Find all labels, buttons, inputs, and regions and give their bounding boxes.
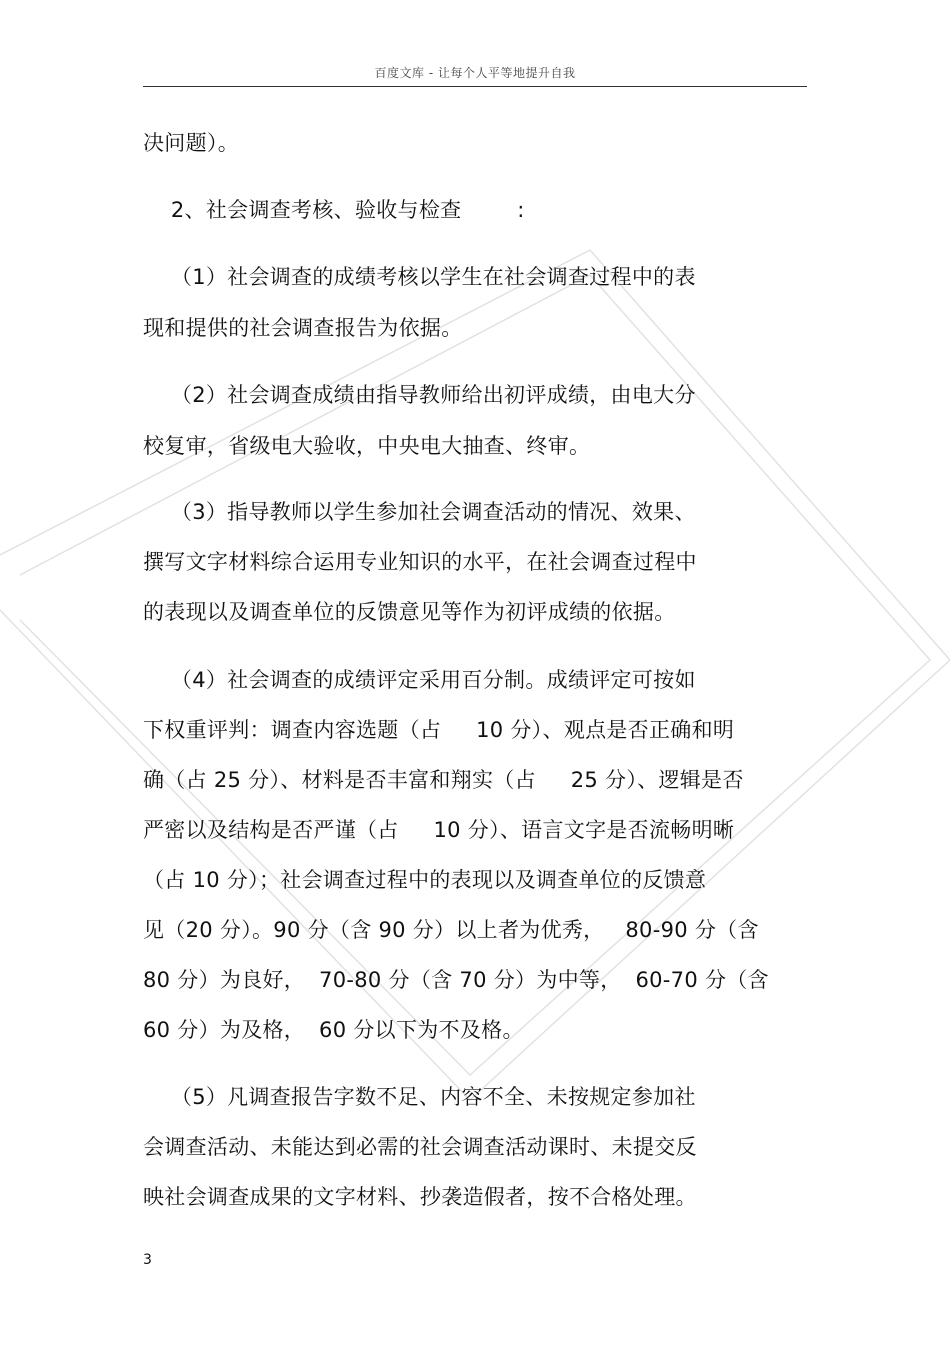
body-line: 严密以及结构是否严谨（占 10 分）、语言文字是否流畅明晰 xyxy=(143,818,735,842)
body-line: 决问题）。 xyxy=(143,131,239,155)
section-heading: 2、社会调查考核、验收与检查 : xyxy=(143,198,525,222)
body-line: 校复审，省级电大验收，中央电大抽查、终审。 xyxy=(143,434,591,458)
body-line: 见（20 分）。90 分（含 90 分）以上者为优秀， 80-90 分（含 xyxy=(143,918,759,942)
body-line: 确（占 25 分）、材料是否丰富和翔实（占 25 分）、逻辑是否 xyxy=(143,768,744,792)
page-number: 3 xyxy=(143,1252,152,1268)
body-line: 下权重评判：调查内容选题（占 10 分）、观点是否正确和明 xyxy=(143,718,735,742)
body-line: （4）社会调查的成绩评定采用百分制。成绩评定可按如 xyxy=(143,668,696,692)
body-line: （1）社会调查的成绩考核以学生在社会调查过程中的表 xyxy=(143,265,696,289)
body-line: 的表现以及调查单位的反馈意见等作为初评成绩的依据。 xyxy=(143,600,676,624)
body-line: 映社会调查成果的文字材料、抄袭造假者，按不合格处理。 xyxy=(143,1185,697,1209)
body-line: （占 10 分）；社会调查过程中的表现以及调查单位的反馈意 xyxy=(143,868,707,892)
body-line: （5）凡调查报告字数不足、内容不全、未按规定参加社 xyxy=(143,1085,696,1109)
body-line: 会调查活动、未能达到必需的社会调查活动课时、未提交反 xyxy=(143,1135,697,1159)
body-line: 60 分）为及格， 60 分以下为不及格。 xyxy=(143,1018,524,1042)
body-line: （2）社会调查成绩由指导教师给出初评成绩，由电大分 xyxy=(143,383,696,407)
body-line: 现和提供的社会调查报告为依据。 xyxy=(143,316,463,340)
header-rule xyxy=(143,86,807,87)
body-line: 撰写文字材料综合运用专业知识的水平，在社会调查过程中 xyxy=(143,550,697,574)
page-header: 百度文库 - 让每个人平等地提升自我 xyxy=(374,66,576,80)
body-line: 80 分）为良好， 70-80 分（含 70 分）为中等， 60-70 分（含 xyxy=(143,968,769,992)
body-line: （3）指导教师以学生参加社会调查活动的情况、效果、 xyxy=(143,500,696,524)
